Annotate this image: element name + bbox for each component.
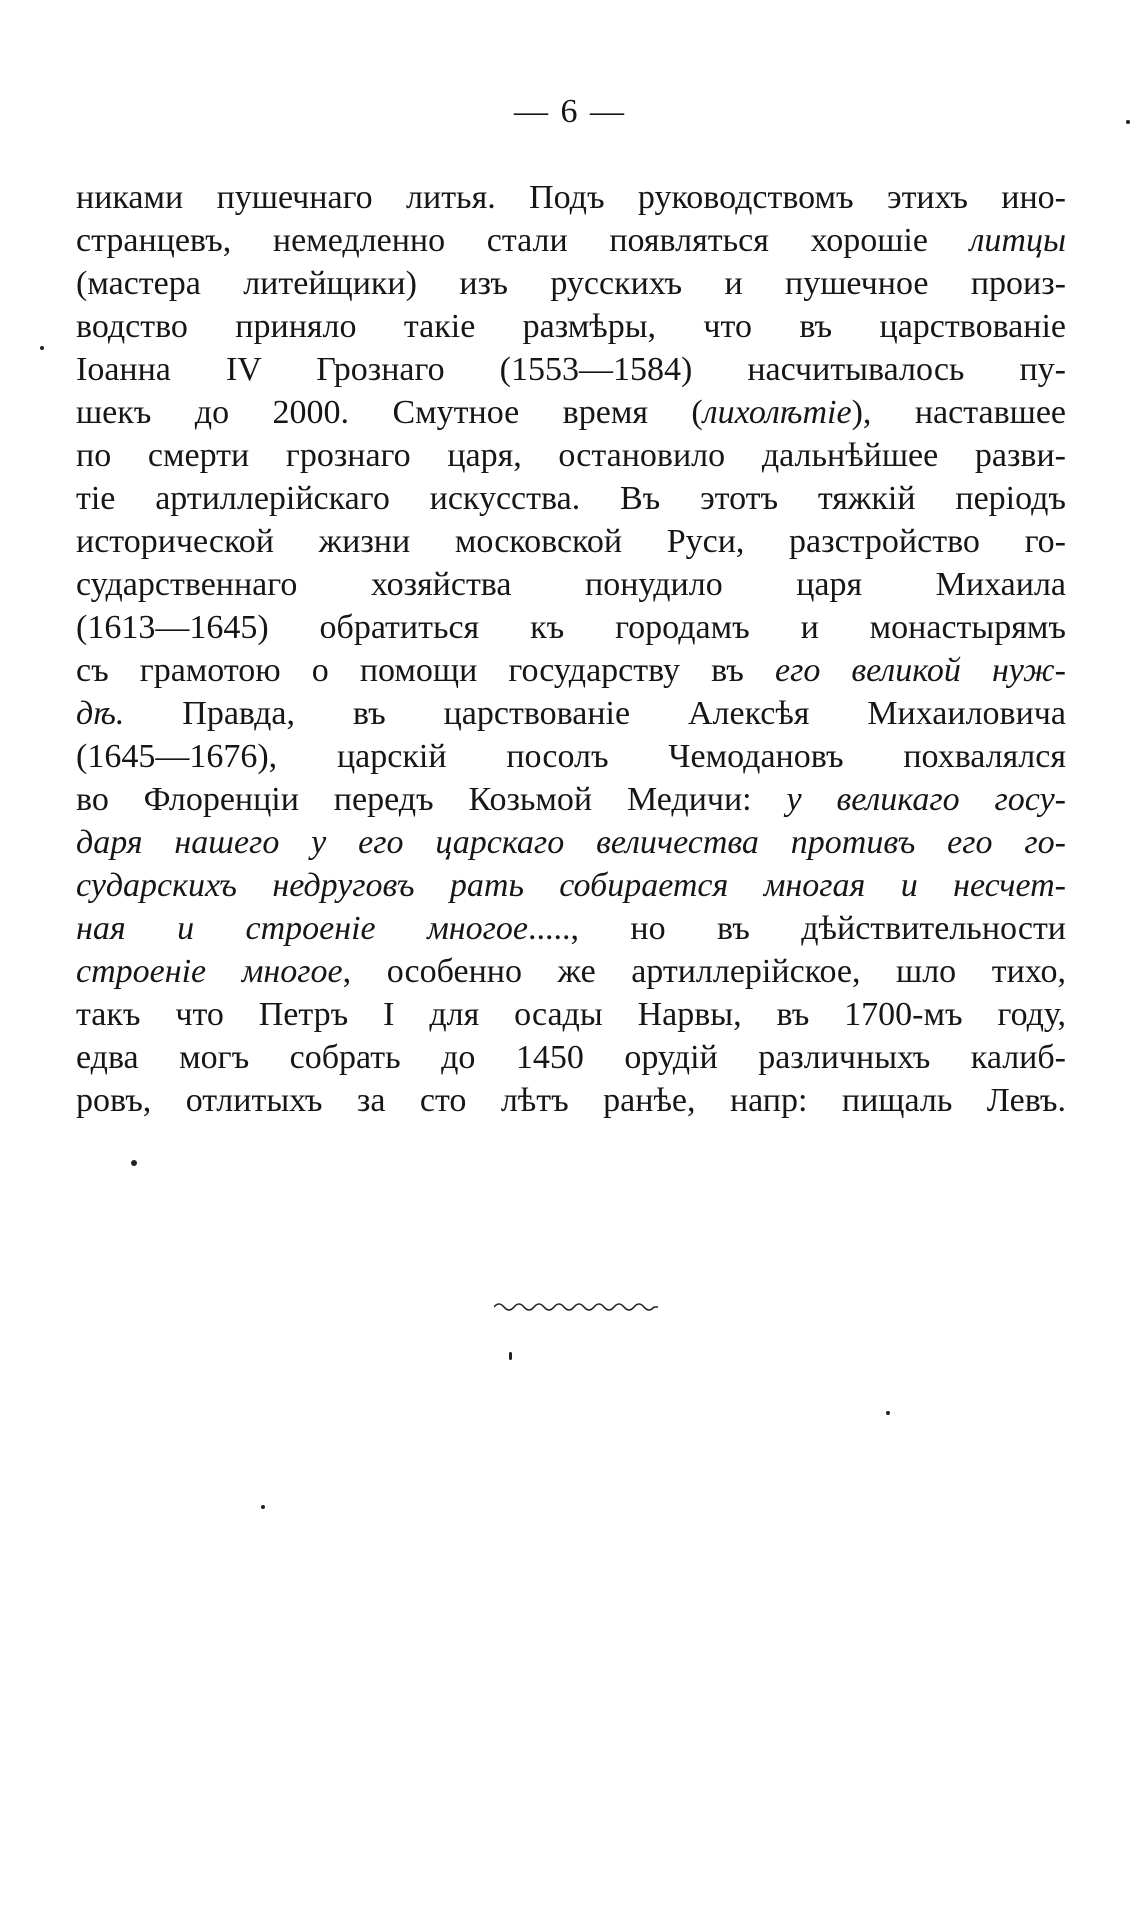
italic-quote: сударскихъ недруговъ рать собирается многая и несчет- (76, 867, 1066, 904)
text-line-8 (76, 477, 1066, 520)
italic-quote: у великаго госу- (786, 781, 1067, 818)
italic-quote: строеніе многое (76, 953, 343, 990)
text-segment: ....., но въ дѣйствительности (528, 910, 1067, 947)
text-line-7 (76, 434, 1066, 477)
text-segment: съ грамотою о помощи государству въ (76, 652, 775, 689)
text-segment: тіе артиллерійскаго искусства. Въ этотъ тяжкій періодъ (76, 480, 1066, 517)
italic-term: лихолѣтіе (702, 394, 852, 431)
text-segment: водство приняло такіе размѣры, что въ царствованіе (76, 308, 1066, 345)
text-line-5 (76, 348, 1066, 391)
wavy-ornament-divider (494, 1300, 658, 1314)
text-line-11 (76, 606, 1066, 649)
text-segment: едва могъ собрать до 1450 орудій различныхъ калиб- (76, 1039, 1066, 1076)
italic-quote: дѣ. (76, 695, 125, 732)
text-segment: ровъ, отлитыхъ за сто лѣтъ ранѣе, напр: пищаль Левъ. (76, 1082, 1066, 1119)
text-segment: (1645—1676), царскій посолъ Чемодановъ похвалялся (76, 738, 1066, 775)
text-line-22 (76, 1079, 1066, 1122)
ink-speck (1126, 120, 1130, 124)
text-line-9 (76, 520, 1066, 563)
text-segment: ), наставшее (851, 394, 1066, 431)
ink-speck (261, 1505, 265, 1509)
text-line-3 (76, 262, 1066, 305)
body-paragraph (76, 176, 1066, 1122)
text-line-13 (76, 692, 1066, 735)
text-line-21 (76, 1036, 1066, 1079)
wavy-ornament-path (494, 1304, 658, 1310)
text-segment: шекъ до 2000. Смутное время ( (76, 394, 703, 431)
text-segment: по смерти грознаго царя, остановило дальнѣйшее разви- (76, 437, 1066, 474)
text-segment: , особенно же артиллерійское, шло тихо, (342, 953, 1066, 990)
text-line-20 (76, 993, 1066, 1036)
text-segment: Правда, въ царствованіе Алексѣя Михаиловича (124, 695, 1066, 732)
ink-speck (131, 1160, 137, 1166)
italic-term: литцы (969, 222, 1066, 259)
text-segment: такъ что Петръ I для осады Нарвы, въ 1700-мъ году, (76, 996, 1066, 1033)
italic-quote: ная и строеніе многое (76, 910, 528, 947)
text-line-17 (76, 864, 1066, 907)
text-line-16 (76, 821, 1066, 864)
text-segment: исторической жизни московской Руси, разстройство го- (76, 523, 1066, 560)
text-line-6 (76, 391, 1066, 434)
ink-speck (886, 1411, 890, 1415)
text-line-12 (76, 649, 1066, 692)
text-line-10 (76, 563, 1066, 606)
text-segment: (мастера литейщики) изъ русскихъ и пушечное произ- (76, 265, 1066, 302)
text-line-14 (76, 735, 1066, 778)
text-segment: никами пушечнаго литья. Подъ руководствомъ этихъ ино- (76, 179, 1066, 216)
page-number: — 6 — (514, 93, 626, 130)
text-segment: во Флоренціи передъ Козьмой Медичи: (76, 781, 787, 818)
ink-speck (40, 346, 44, 350)
text-segment: странцевъ, немедленно стали появляться хорошіе (76, 222, 970, 259)
text-segment: (1613—1645) обратиться къ городамъ и монастырямъ (76, 609, 1066, 646)
text-line-15 (76, 778, 1066, 821)
text-line-18 (76, 907, 1066, 950)
text-line-19 (76, 950, 1066, 993)
text-line-2 (76, 219, 1066, 262)
ink-speck (509, 1352, 512, 1360)
italic-quote: даря нашего у его царскаго величества противъ его го- (76, 824, 1066, 861)
text-line-1 (76, 176, 1066, 219)
text-segment: Іоанна IV Грознаго (1553—1584) насчитывалось пу- (76, 351, 1066, 388)
italic-quote: его великой нуж- (774, 652, 1066, 689)
text-line-4 (76, 305, 1066, 348)
text-segment: сударственнаго хозяйства понудило царя Михаила (76, 566, 1066, 603)
